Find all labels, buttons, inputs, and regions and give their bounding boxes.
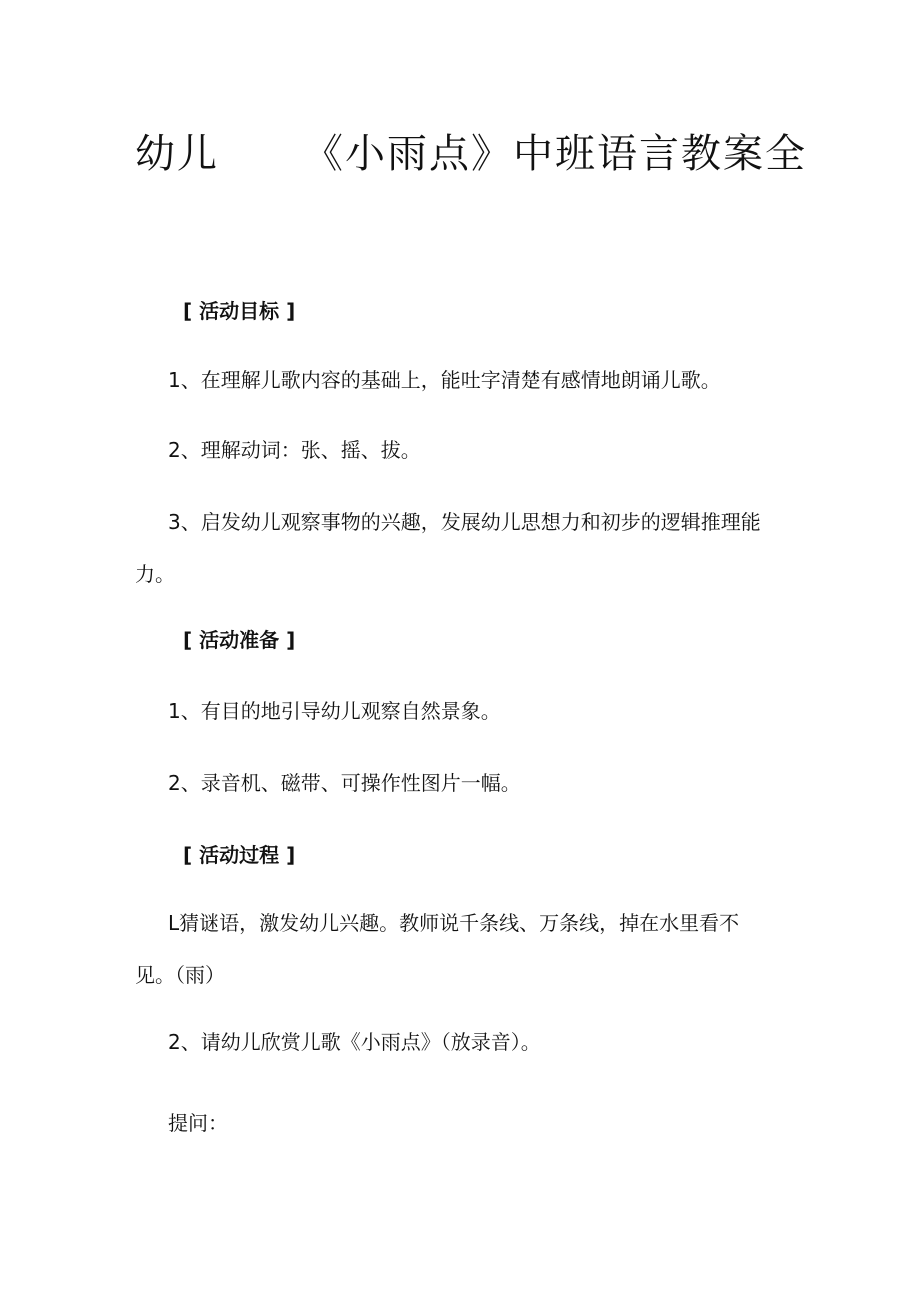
- goal-item-2: 2、理解动词：张、摇、拔。: [168, 438, 421, 462]
- goal-item-1: 1、在理解儿歌内容的基础上，能吐字清楚有感情地朗诵儿歌。: [168, 368, 721, 392]
- process-question-label: 提问：: [168, 1111, 228, 1135]
- process-item-2: 2、请幼儿欣赏儿歌《小雨点》（放录音）。: [168, 1030, 541, 1054]
- document-title: [135, 125, 807, 183]
- title-part-1: 幼儿: [135, 131, 219, 177]
- goal-item-3: 3、启发幼儿观察事物的兴趣，发展幼儿思想力和初步的逻辑推理能力。: [135, 510, 761, 586]
- section-heading-process: [ 活动过程 ]: [183, 843, 296, 867]
- prep-item-2: 2、录音机、磁带、可操作性图片一幅。: [168, 771, 521, 795]
- section-heading-preparation: [ 活动准备 ]: [183, 628, 296, 652]
- prep-item-1: 1、有目的地引导幼儿观察自然景象。: [168, 699, 501, 723]
- title-part-2: 《小雨点》中班语言教案全: [303, 131, 807, 177]
- process-item-1: L猜谜语，激发幼儿兴趣。教师说千条线、万条线，掉在水里看不见。（雨）: [135, 911, 740, 987]
- section-heading-goals: [ 活动目标 ]: [183, 299, 296, 323]
